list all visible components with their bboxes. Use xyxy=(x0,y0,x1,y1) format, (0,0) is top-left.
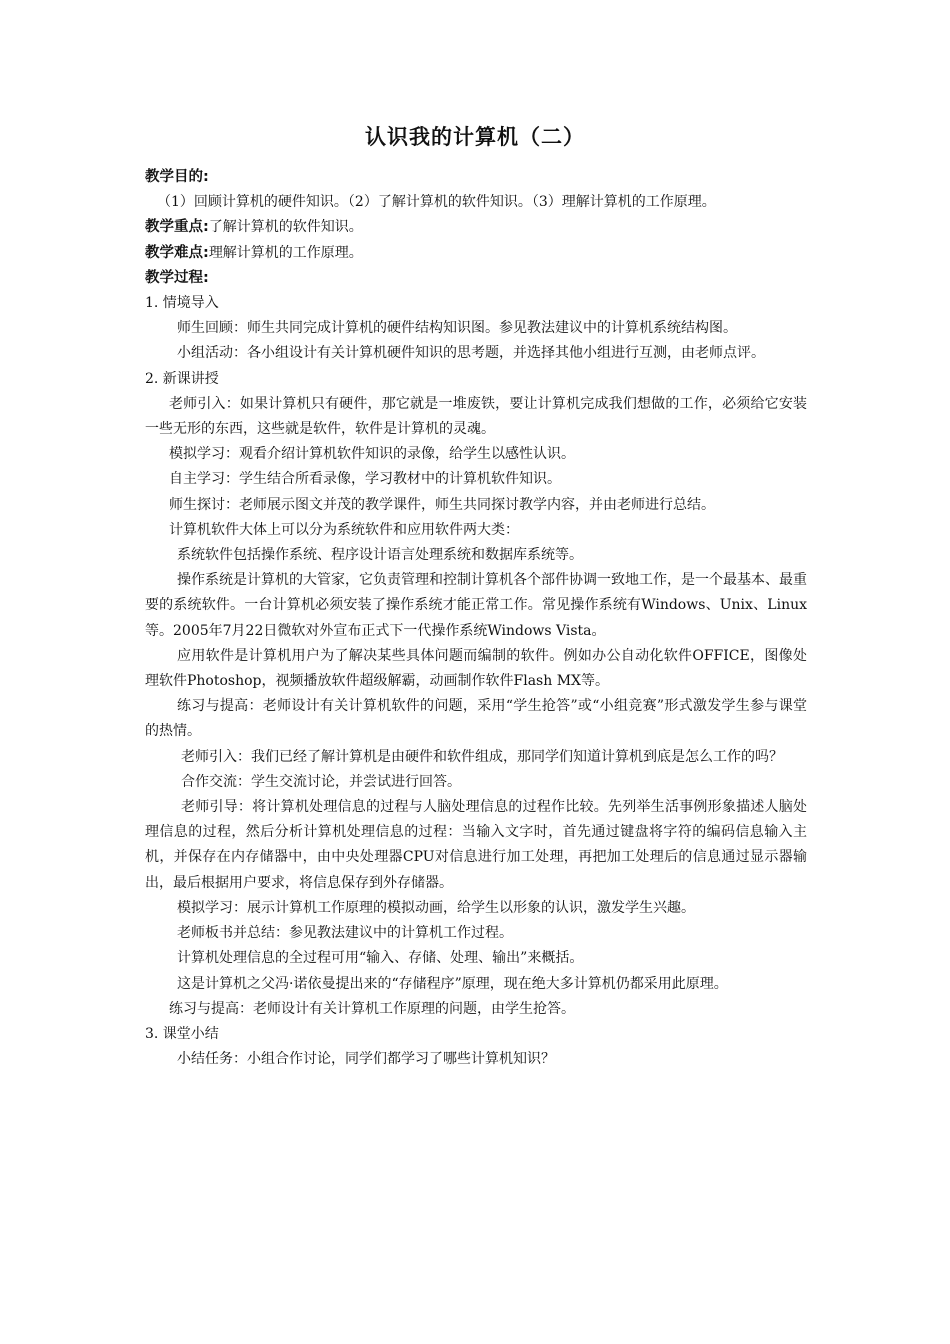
key-point-text: 了解计算机的软件知识。 xyxy=(208,219,363,236)
section2-paragraph: 合作交流：学生交流讨论，并尝试进行回答。 xyxy=(181,773,461,790)
section2-paragraph: 计算机软件大体上可以分为系统软件和应用软件两大类： xyxy=(169,521,519,538)
key-point-line xyxy=(145,215,807,240)
key-point-label: 教学重点: xyxy=(145,219,209,236)
document-body xyxy=(145,165,807,1072)
section1-heading: 1. 情境导入 xyxy=(145,295,219,312)
difficulty-text: 理解计算机的工作原理。 xyxy=(208,244,363,261)
section2-paragraph: 老师引导：将计算机处理信息的过程与人脑处理信息的过程作比较。先列举生活事例形象描述人脑处理信息的过程，然后分析计算机处理信息的过程：当输入文字时，首先通过键盘将字符的编码信息输入主机，并保存在内存储器中，由中央处理器CPU对信息进行加工处理，再把加工处理后的信息通过显示器输出，最后根据用户要求，将信息保存到外存储器。 xyxy=(145,799,807,891)
difficulty-label: 教学难点: xyxy=(145,244,209,261)
section2-paragraph: 练习与提高：老师设计有关计算机软件的问题，采用“学生抢答”或“小组竞赛”形式激发学生参与课堂的热情。 xyxy=(145,698,807,740)
section2-paragraph: 操作系统是计算机的大管家，它负责管理和控制计算机各个部件协调一致地工作，是一个最基本、最重要的系统软件。一台计算机必须安装了操作系统才能正常工作。常见操作系统有Windows、Unix、Linux等。2005年7月22日微软对外宣布正式下一代操作系统Windows Vista。 xyxy=(145,572,807,639)
section2-paragraph: 模拟学习：展示计算机工作原理的模拟动画，给学生以形象的认识，激发学生兴趣。 xyxy=(177,899,695,916)
section2-paragraph: 师生探讨：老师展示图文并茂的教学课件，师生共同探讨教学内容，并由老师进行总结。 xyxy=(169,496,715,513)
section2-paragraph: 系统软件包括操作系统、程序设计语言处理系统和数据库系统等。 xyxy=(177,547,583,564)
objectives-heading xyxy=(145,165,807,190)
objectives-text: （1）回顾计算机的硬件知识。（2）了解计算机的软件知识。（3）理解计算机的工作原理。 xyxy=(157,194,716,211)
section2-paragraph: 老师引入：如果计算机只有硬件，那它就是一堆废铁，要让计算机完成我们想做的工作，必须给它安装一些无形的东西，这些就是软件，软件是计算机的灵魂。 xyxy=(145,395,807,438)
process-label: 教学过程: xyxy=(145,269,209,286)
section2-paragraph: 练习与提高：老师设计有关计算机工作原理的问题，由学生抢答。 xyxy=(169,1000,575,1017)
section1-paragraph: 小组活动：各小组设计有关计算机硬件知识的思考题，并选择其他小组进行互测，由老师点评。 xyxy=(177,345,765,362)
section2-paragraph: 这是计算机之父冯·诺依曼提出来的“存储程序”原理，现在绝大多计算机仍都采用此原理。 xyxy=(177,975,728,992)
section2-paragraph: 老师板书并总结：参见教法建议中的计算机工作过程。 xyxy=(177,925,513,942)
section2-paragraph: 自主学习：学生结合所看录像，学习教材中的计算机软件知识。 xyxy=(169,471,561,488)
section2-heading: 2. 新课讲授 xyxy=(145,370,219,387)
objectives-label: 教学目的: xyxy=(145,169,209,185)
section2-paragraph: 模拟学习：观看介绍计算机软件知识的录像，给学生以感性认识。 xyxy=(169,446,575,463)
section2-paragraph: 老师引入：我们已经了解计算机是由硬件和软件组成，那同学们知道计算机到底是怎么工作的吗？ xyxy=(181,748,783,765)
section3-heading: 3. 课堂小结 xyxy=(145,1025,219,1042)
section3-paragraph: 小结任务：小组合作讨论，同学们都学习了哪些计算机知识？ xyxy=(177,1051,555,1068)
process-heading xyxy=(145,266,807,291)
difficulty-line xyxy=(145,241,807,266)
section2-paragraph: 计算机处理信息的全过程可用“输入、存储、处理、输出”来概括。 xyxy=(177,950,584,967)
section2-paragraph: 应用软件是计算机用户为了解决某些具体问题而编制的软件。例如办公自动化软件OFFICE，图像处理软件Photoshop，视频播放软件超级解霸，动画制作软件Flash MX等。 xyxy=(145,647,807,690)
document-title: 认识我的计算机（二） xyxy=(365,125,585,149)
section1-paragraph: 师生回顾：师生共同完成计算机的硬件结构知识图。参见教法建议中的计算机系统结构图。 xyxy=(177,320,737,337)
